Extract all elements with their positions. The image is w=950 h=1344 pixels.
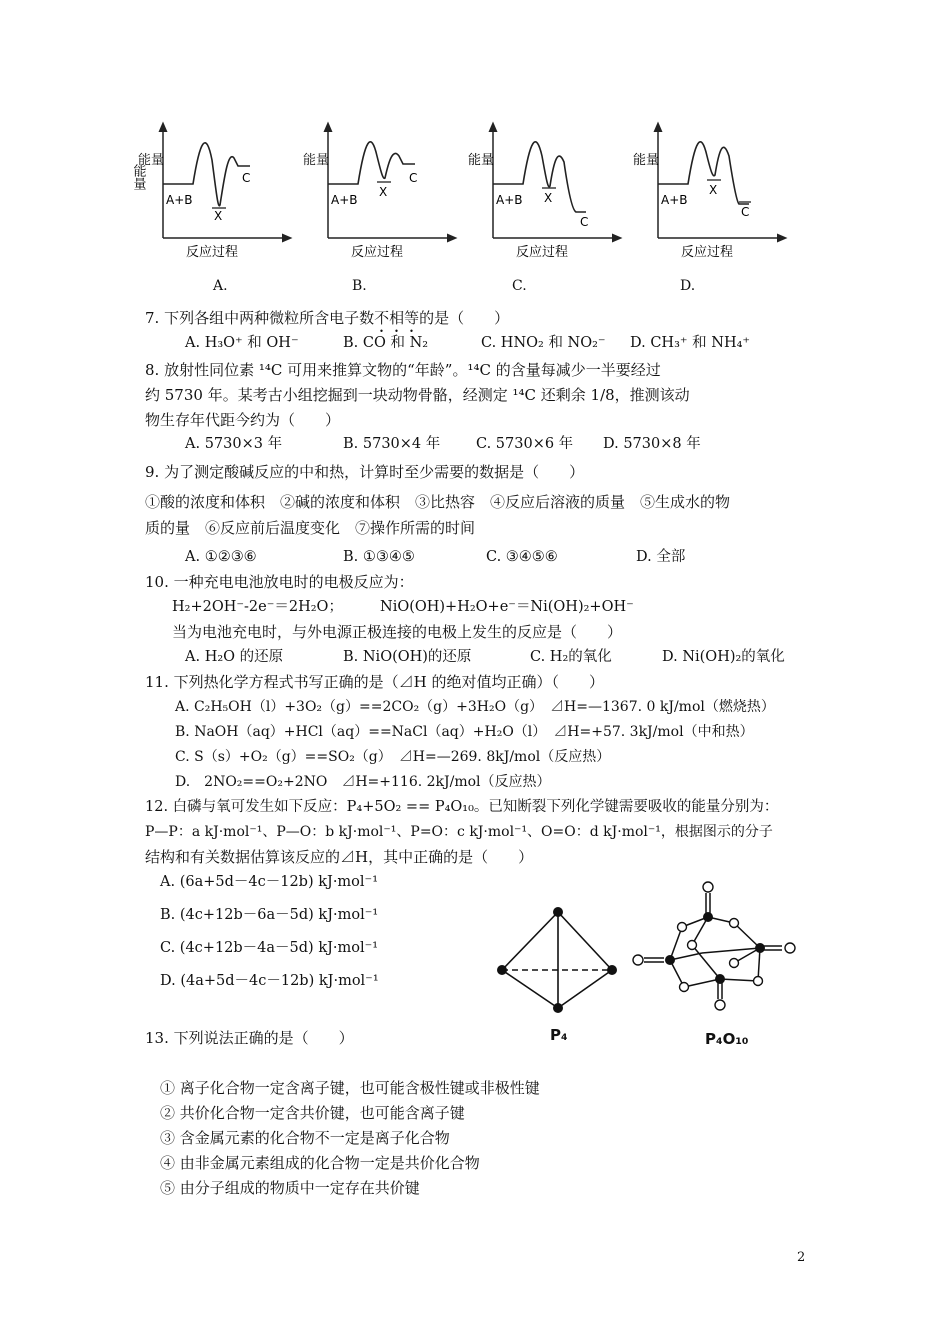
q9-option-a: A. ①②③⑥ [185, 549, 257, 565]
q7-stem-post: 的是（ ） [419, 309, 510, 327]
q12-option-d: D. (4a+5d－4c－12b) kJ·mol⁻¹ [160, 973, 379, 989]
x-label: 反应过程 [351, 245, 404, 260]
intermediate-label: X [379, 185, 388, 199]
energy-diagram-c [468, 120, 623, 260]
p4-label: P₄ [550, 1026, 568, 1044]
q12-line-1: 12. 白磷与氧可发生如下反应：P₄+5O₂ == P₄O₁₀。已知断裂下列化学键需要吸收的能量分别为： [145, 799, 779, 815]
q9-line-1: 9. 为了测定酸碱反应的中和热，计算时至少需要的数据是（ ） [145, 463, 585, 481]
reactant-label: A+B [331, 193, 358, 207]
q8-line-3: 物生存年代距今约为（ ） [145, 411, 341, 429]
q13-stem: 13. 下列说法正确的是（ ） [145, 1029, 354, 1047]
q7-stem [145, 308, 509, 336]
q10-equation-1: H₂+2OH⁻-2e⁻＝2H₂O； [172, 599, 343, 615]
y-label: 能量 [468, 153, 495, 168]
q13-statement-5: ⑤ 由分子组成的物质中一定存在共价键 [160, 1179, 420, 1197]
q8-option-c: C. 5730×6 年 [476, 436, 574, 452]
intermediate-label: X [709, 183, 718, 197]
q12-line-3: 结构和有关数据估算该反应的⊿H，其中正确的是（ ） [145, 848, 534, 866]
q11-option-a: A. C₂H₅OH（l）+3O₂（g）==2CO₂（g）+3H₂O（g） ⊿H=—1367. 0 kJ/mol（燃烧热） [175, 699, 775, 715]
product-label: C [741, 205, 750, 219]
q9-line-3: 质的量 ⑥反应前后温度变化 ⑦操作所需的时间 [145, 519, 476, 537]
q13-statement-4: ④ 由非金属元素组成的化合物一定是共价化合物 [160, 1154, 480, 1172]
y-label: 能量 [633, 153, 660, 168]
x-label: 反应过程 [186, 245, 239, 260]
page-number: 2 [797, 1250, 806, 1265]
y-label-b: 能量 [303, 153, 330, 168]
p4o10-structure-diagram [630, 875, 805, 1025]
q10-option-b: B. NiO(OH)的还原 [343, 649, 472, 665]
q12-option-a: A. (6a+5d－4c－12b) kJ·mol⁻¹ [160, 874, 379, 890]
q11-option-d: D. 2NO₂==O₂+2NO ⊿H=+116. 2kJ/mol（反应热） [175, 774, 551, 790]
p4o10-label: P₄O₁₀ [705, 1030, 749, 1048]
y-label: 能量 [130, 164, 146, 190]
y-label-a: 能量 [138, 153, 165, 168]
product-label: C [580, 215, 589, 229]
reactant-label: A+B [166, 193, 193, 207]
intermediate-label: X [544, 191, 553, 205]
q9-option-c: C. ③④⑤⑥ [486, 549, 558, 565]
q10-stem: 10. 一种充电电池放电时的电极反应为： [145, 573, 414, 591]
diagram-option-d: D. [680, 278, 696, 294]
q7-stem-pre: 7. 下列各组中两种微粒所含电子数 [145, 309, 375, 327]
q8-line-1: 8. 放射性同位素 ¹⁴C 可用来推算文物的“年龄”。¹⁴C 的含量每减少一半要经过 [145, 361, 661, 379]
q12-option-c: C. (4c+12b－4a－5d) kJ·mol⁻¹ [160, 940, 379, 956]
q7-option-a: A. H₃O⁺ 和 OH⁻ [185, 335, 299, 351]
energy-diagram-d [633, 120, 788, 260]
reactant-label: A+B [661, 193, 688, 207]
q12-line-2: P—P：a kJ·mol⁻¹、P—O：b kJ·mol⁻¹、P=O：c kJ·mol⁻¹、O=O：d kJ·mol⁻¹，根据图示的分子 [145, 824, 773, 840]
q13-statement-2: ② 共价化合物一定含共价键，也可能含离子键 [160, 1104, 465, 1122]
diagram-option-a: A. [213, 278, 228, 294]
q8-option-b: B. 5730×4 年 [343, 436, 441, 452]
q9-line-2: ①酸的浓度和体积 ②碱的浓度和体积 ③比热容 ④反应后溶液的质量 ⑤生成水的物 [145, 493, 731, 511]
diagram-option-c: C. [512, 278, 527, 294]
x-label: 反应过程 [516, 245, 569, 260]
q10-option-a: A. H₂O 的还原 [185, 649, 284, 665]
q9-option-b: B. ①③④⑤ [343, 549, 415, 565]
q11-option-c: C. S（s）+O₂（g）==SO₂（g） ⊿H=—269. 8kJ/mol（反应热） [175, 749, 611, 765]
q10-option-c: C. H₂的氧化 [530, 649, 612, 665]
q10-equation-2: NiO(OH)+H₂O+e⁻＝Ni(OH)₂+OH⁻ [380, 599, 634, 615]
reactant-label: A+B [496, 193, 523, 207]
energy-diagram-b [303, 120, 458, 260]
q7-option-c: C. HNO₂ 和 NO₂⁻ [481, 335, 606, 351]
q7-option-d: D. CH₃⁺ 和 NH₄⁺ [630, 335, 751, 351]
q7-stem-emphasis: 不相等 [374, 309, 420, 327]
product-label: C [409, 171, 418, 185]
q8-line-2: 约 5730 年。某考古小组挖掘到一块动物骨骼，经测定 ¹⁴C 还剩余 1/8，推测该动 [145, 386, 690, 404]
q10-option-d: D. Ni(OH)₂的氧化 [662, 649, 785, 665]
q11-option-b: B. NaOH（aq）+HCl（aq）==NaCl（aq）+H₂O（l） ⊿H=+57. 3kJ/mol（中和热） [175, 724, 754, 740]
q8-option-d: D. 5730×8 年 [603, 436, 701, 452]
q13-statement-3: ③ 含金属元素的化合物不一定是离子化合物 [160, 1129, 450, 1147]
diagram-option-b: B. [352, 278, 367, 294]
q9-option-d: D. 全部 [636, 549, 686, 565]
intermediate-label: X [214, 209, 223, 223]
product-label: C [242, 171, 251, 185]
q13-statement-1: ① 离子化合物一定含离子键，也可能含极性键或非极性键 [160, 1079, 540, 1097]
x-label: 反应过程 [681, 245, 734, 260]
q11-stem: 11. 下列热化学方程式书写正确的是（⊿H 的绝对值均正确）（ ） [145, 673, 604, 691]
energy-diagram-a [130, 120, 293, 260]
q7-option-b: B. CO 和 N₂ [343, 335, 429, 351]
q10-line-3: 当为电池充电时，与外电源正极连接的电极上发生的反应是（ ） [172, 623, 623, 641]
q12-option-b: B. (4c+12b－6a－5d) kJ·mol⁻¹ [160, 907, 379, 923]
q8-option-a: A. 5730×3 年 [185, 436, 283, 452]
